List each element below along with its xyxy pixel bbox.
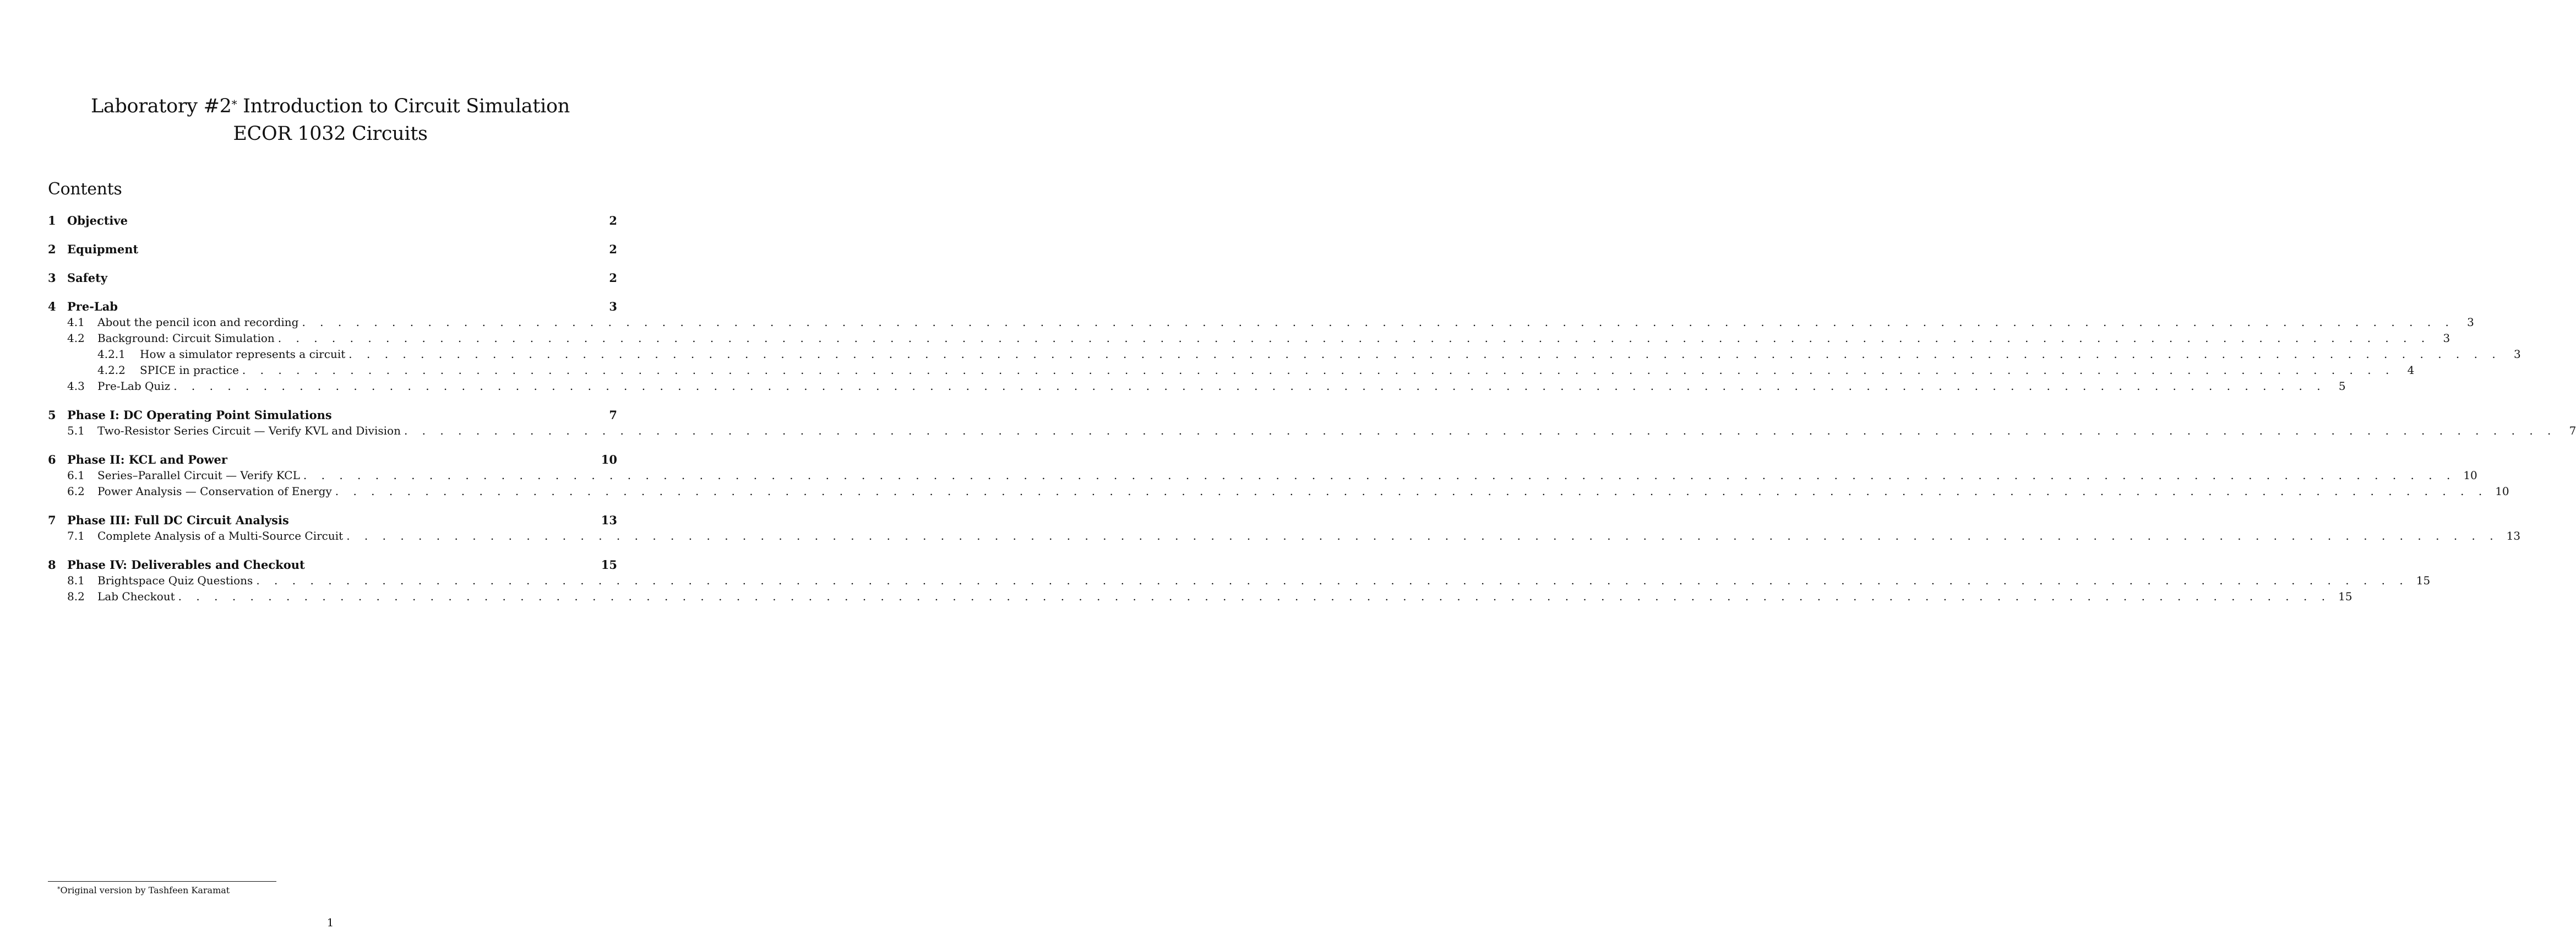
toc-entry-number: 7	[48, 513, 56, 527]
toc-section	[48, 270, 617, 286]
toc-entry-5[interactable]	[48, 407, 617, 423]
toc-entry-page: 15	[2416, 574, 2431, 587]
footnote-marker: *	[57, 886, 61, 893]
toc-entry-4[interactable]	[48, 298, 617, 314]
toc-entry-number: 6.2	[67, 485, 85, 498]
toc-entry-number: 4.2.1	[97, 347, 126, 361]
toc-entry-page: 5	[2338, 379, 2346, 393]
toc-entry-title: Safety	[67, 271, 108, 285]
toc-entry-page: 13	[601, 513, 617, 527]
document-title	[0, 93, 661, 148]
toc-entry-number: 6.1	[67, 469, 85, 482]
toc-entry-number: 2	[48, 242, 56, 256]
toc-entry-page: 7	[2569, 424, 2576, 437]
toc-dot-leader: . . . . . . . . . . . . . . . . . . . . . . . . . . . . . . . . . . . . . . . . . . . . . . . . . . . . . . . . . . . . . . . . . . . . . . . . . . . . . . . . . . . . . . . . . . . . . . . . . . . . . . . . . . . . . . . . . . . . . . . .	[348, 347, 2501, 361]
toc-entry-7-1[interactable]	[48, 528, 2521, 544]
title-line-2: ECOR 1032 Circuits	[233, 123, 428, 145]
toc-entry-page: 3	[609, 300, 617, 313]
toc-entry-number: 4.1	[67, 316, 85, 329]
toc-entry-8[interactable]	[48, 557, 617, 573]
toc-entry-title: Complete Analysis of a Multi-Source Circuit	[97, 529, 344, 542]
toc-entry-number: 7.1	[67, 529, 85, 542]
toc-entry-page: 15	[601, 558, 617, 572]
page-number: 1	[326, 916, 334, 929]
toc-entry-8-1[interactable]	[48, 573, 2431, 589]
toc-entry-page: 2	[609, 271, 617, 285]
toc-entry-page: 4	[2407, 363, 2415, 377]
toc-entry-7[interactable]	[48, 512, 617, 528]
toc-dot-leader: . . . . . . . . . . . . . . . . . . . . . . . . . . . . . . . . . . . . . . . . . . . . . . . . . . . . . . . . . . . . . . . . . . . . . . . . . . . . . . . . . . . . . . . . . . . . . . . . . . . . . . . . . . . . . . . . . . . . . . . .	[335, 485, 2488, 498]
toc-entry-5-1[interactable]	[48, 423, 2576, 439]
toc-dot-leader: . . . . . . . . . . . . . . . . . . . . . . . . . . . . . . . . . . . . . . . . . . . . . . . . . . . . . . . . . . . . . . . . . . . . . . . . . . . . . . . . . . . . . . . . . . . . . . . . . . . . . . . . . . . . . . . . . . . . . . . .	[277, 332, 2431, 345]
toc-entry-number: 4	[48, 300, 56, 313]
toc-entry-page: 10	[601, 453, 617, 466]
toc-entry-page: 3	[2443, 332, 2450, 345]
toc-entry-number: 1	[48, 214, 56, 227]
title-footnote-marker: *	[231, 97, 237, 111]
table-of-contents	[48, 213, 2576, 617]
toc-dot-leader: . . . . . . . . . . . . . . . . . . . . . . . . . . . . . . . . . . . . . . . . . . . . . . . . . . . . . . . . . . . . . . . . . . . . . . . . . . . . . . . . . . . . . . . . . . . . . . . . . . . . . . . . . . . . . . . . . . . . . . . .	[256, 574, 2409, 587]
toc-section	[48, 241, 617, 257]
toc-entry-number: 6	[48, 453, 56, 466]
toc-entry-1[interactable]	[48, 213, 617, 229]
toc-entry-page: 2	[609, 242, 617, 256]
toc-dot-leader: . . . . . . . . . . . . . . . . . . . . . . . . . . . . . . . . . . . . . . . . . . . . . . . . . . . . . . . . . . . . . . . . . . . . . . . . . . . . . . . . . . . . . . . . . . . . . . . . . . . . . . . . . . . . . . . . . . . . . . . .	[178, 590, 2331, 603]
footnote	[57, 884, 230, 897]
toc-entry-title: Pre-Lab	[67, 300, 118, 313]
toc-entry-4-1[interactable]	[48, 314, 2474, 330]
title-lab-number: Laboratory #2	[90, 95, 232, 117]
toc-dot-leader: . . . . . . . . . . . . . . . . . . . . . . . . . . . . . . . . . . . . . . . . . . . . . . . . . . . . . . . . . . . . . . . . . . . . . . . . . . . . . . . . . . . . . . . . . . . . . . . . . . . . . . . . . . . . . . . . . . . . . . . .	[346, 529, 2499, 542]
toc-dot-leader: . . . . . . . . . . . . . . . . . . . . . . . . . . . . . . . . . . . . . . . . . . . . . . . . . . . . . . . . . . . . . . . . . . . . . . . . . . . . . . . . . . . . . . . . . . . . . . . . . . . . . . . . . . . . . . . . . . . . . . . .	[173, 379, 2326, 393]
toc-dot-leader: . . . . . . . . . . . . . . . . . . . . . . . . . . . . . . . . . . . . . . . . . . . . . . . . . . . . . . . . . . . . . . . . . . . . . . . . . . . . . . . . . . . . . . . . . . . . . . . . . . . . . . . . . . . . . . . . . . . . . . . .	[303, 469, 2456, 482]
title-line-1	[0, 93, 661, 120]
toc-entry-title: Lab Checkout	[97, 590, 175, 603]
toc-entry-title: Background: Circuit Simulation	[97, 332, 275, 345]
toc-entry-number: 4.2.2	[97, 363, 126, 377]
toc-entry-page: 3	[2513, 347, 2521, 361]
toc-entry-page: 7	[609, 408, 617, 422]
toc-entry-title: SPICE in practice	[140, 363, 239, 377]
toc-entry-title: Phase III: Full DC Circuit Analysis	[67, 513, 289, 527]
toc-entry-6-1[interactable]	[48, 468, 2477, 484]
toc-entry-title: Brightspace Quiz Questions	[97, 574, 253, 587]
toc-entry-page: 10	[2495, 485, 2509, 498]
toc-dot-leader: . . . . . . . . . . . . . . . . . . . . . . . . . . . . . . . . . . . . . . . . . . . . . . . . . . . . . . . . . . . . . . . . . . . . . . . . . . . . . . . . . . . . . . . . . . . . . . . . . . . . . . . . . . . . . . . . . . . . . . . .	[242, 363, 2395, 377]
toc-section	[48, 557, 2431, 605]
toc-section	[48, 407, 2576, 439]
toc-entry-page: 2	[609, 214, 617, 227]
toc-section	[48, 452, 2509, 499]
toc-entry-number: 3	[48, 271, 56, 285]
toc-section	[48, 213, 617, 229]
toc-entry-title: Power Analysis — Conservation of Energy	[97, 485, 332, 498]
toc-entry-number: 8.1	[67, 574, 85, 587]
toc-entry-3[interactable]	[48, 270, 617, 286]
toc-entry-number: 5.1	[67, 424, 85, 437]
toc-entry-4-2-2[interactable]	[48, 362, 2415, 378]
toc-entry-number: 4.3	[67, 379, 85, 393]
toc-section	[48, 298, 2521, 394]
toc-entry-8-2[interactable]	[48, 589, 2352, 605]
toc-entry-title: Two-Resistor Series Circuit — Verify KVL and Division	[97, 424, 401, 437]
toc-dot-leader: . . . . . . . . . . . . . . . . . . . . . . . . . . . . . . . . . . . . . . . . . . . . . . . . . . . . . . . . . . . . . . . . . . . . . . . . . . . . . . . . . . . . . . . . . . . . . . . . . . . . . . . . . . . . . . . . . . . . . . . .	[404, 424, 2557, 437]
toc-entry-6-2[interactable]	[48, 484, 2509, 499]
toc-entry-title: How a simulator represents a circuit	[140, 347, 346, 361]
toc-entry-page: 13	[2506, 529, 2521, 542]
toc-entry-title: Phase IV: Deliverables and Checkout	[67, 558, 305, 572]
toc-entry-6[interactable]	[48, 452, 617, 468]
toc-entry-page: 3	[2467, 316, 2474, 329]
toc-entry-number: 4.2	[67, 332, 85, 345]
toc-section	[48, 512, 2521, 544]
toc-entry-page: 10	[2463, 469, 2477, 482]
toc-entry-2[interactable]	[48, 241, 617, 257]
footnote-rule	[48, 881, 276, 882]
toc-entry-title: Series–Parallel Circuit — Verify KCL	[97, 469, 300, 482]
toc-entry-number: 8.2	[67, 590, 85, 603]
toc-entry-title: Pre-Lab Quiz	[97, 379, 171, 393]
toc-entry-title: About the pencil icon and recording	[97, 316, 299, 329]
toc-entry-title: Phase I: DC Operating Point Simulations	[67, 408, 332, 422]
footnote-text: Original version by Tashfeen Karamat	[60, 885, 230, 895]
toc-entry-number: 5	[48, 408, 56, 422]
toc-entry-4-2[interactable]	[48, 330, 2450, 346]
contents-heading: Contents	[48, 180, 122, 199]
title-lab-name: Introduction to Circuit Simulation	[237, 95, 570, 117]
toc-entry-title: Equipment	[67, 242, 139, 256]
toc-entry-number: 8	[48, 558, 56, 572]
toc-entry-title: Phase II: KCL and Power	[67, 453, 227, 466]
toc-entry-4-3[interactable]	[48, 378, 2346, 394]
toc-entry-title: Objective	[67, 214, 128, 227]
toc-dot-leader: . . . . . . . . . . . . . . . . . . . . . . . . . . . . . . . . . . . . . . . . . . . . . . . . . . . . . . . . . . . . . . . . . . . . . . . . . . . . . . . . . . . . . . . . . . . . . . . . . . . . . . . . . . . . . . . . . . . . . . . .	[302, 316, 2454, 329]
toc-entry-page: 15	[2338, 590, 2352, 603]
toc-entry-4-2-1[interactable]	[48, 346, 2521, 362]
